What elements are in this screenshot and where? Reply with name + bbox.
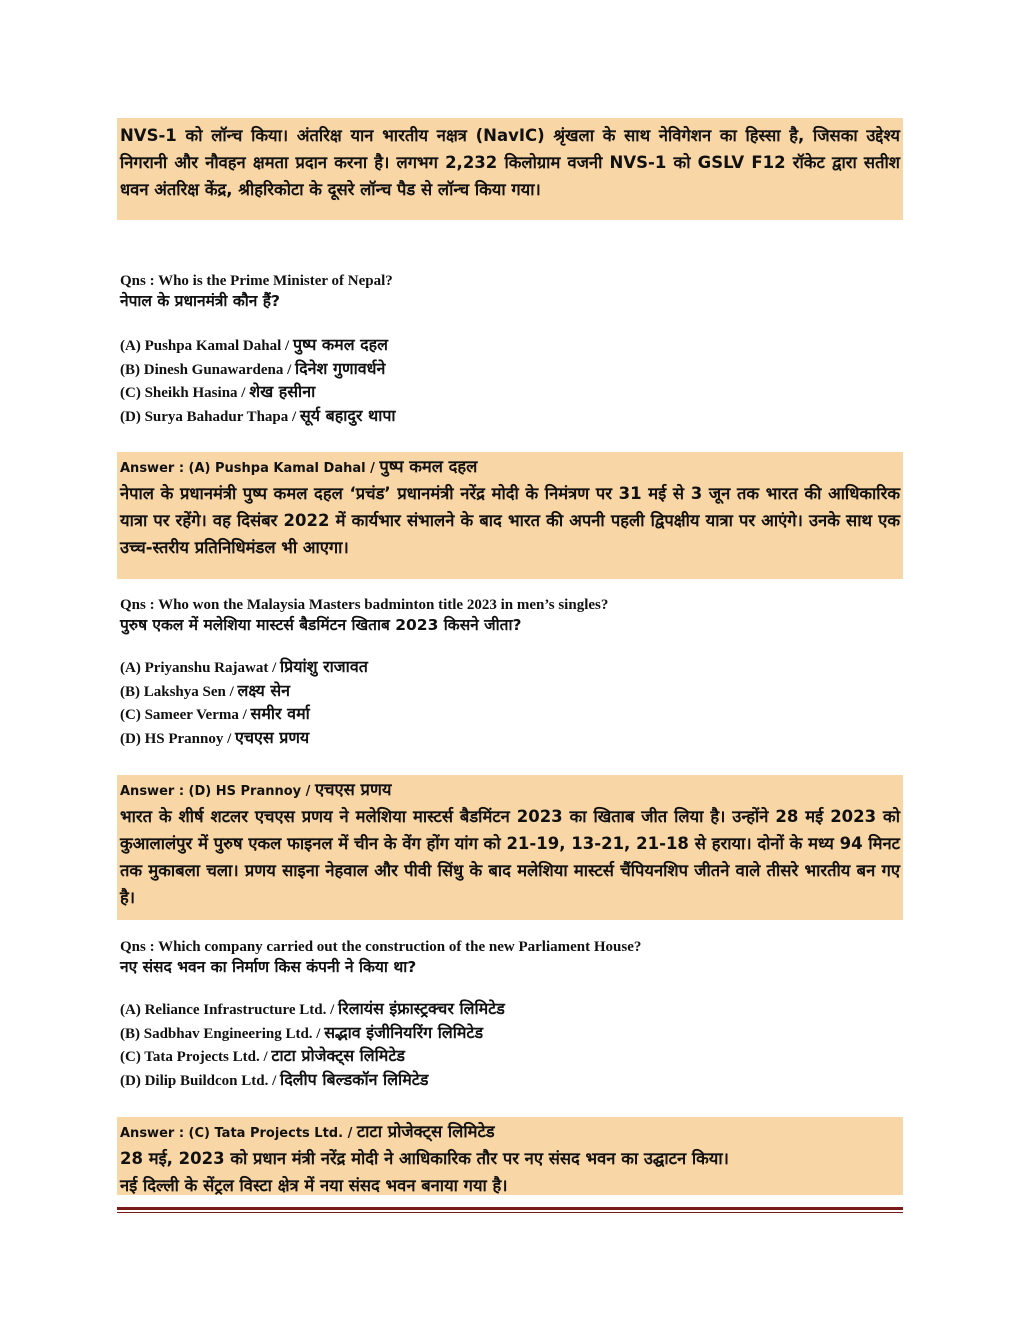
intro-answer-block [117,118,903,220]
intro-text: NVS-1 को लॉन्च किया। अंतरिक्ष यान भारतीय नक्षत्र (NavIC) श्रृंखला के साथ नेविगेशन का हिस्सा है, जिसका उद्देश्य निगरानी और नौवहन क्षमता प्रदान करना है। लगभग 2,232 किलोग्राम वजनी NVS-1 को GSLV F12 रॉकेट द्वारा सतीश धवन अंतरिक्ष केंद्र, श्रीहरिकोटा के दूसरे लॉन्च पैड से लॉन्च किया गया। [120,126,900,199]
option-b: (B) Sadbhav Engineering Ltd. / सद्भाव इंजीनियरिंग लिमिटेड [120,1022,484,1042]
option-c: (C) Tata Projects Ltd. / टाटा प्रोजेक्ट्स लिमिटेड [120,1046,405,1065]
footer-divider-thin [117,1212,903,1213]
question-2-en: Qns : Who won the Malaysia Masters badminton title 2023 in men’s singles? [120,597,609,613]
option-d: (D) Dilip Buildcon Ltd. / दिलीप बिल्डकॉन लिमिटेड [120,1069,429,1089]
footer-divider-thick [117,1207,903,1210]
option-a: (A) Reliance Infrastructure Ltd. / रिलायंस इंफ्रास्ट्रक्चर लिमिटेड [120,999,505,1018]
answer-1-label: Answer : (A) Pushpa Kamal Dahal / पुष्प कमल दहल [120,457,478,476]
option-a: (A) Pushpa Kamal Dahal / पुष्प कमल दहल [120,335,388,354]
option-a: (A) Priyanshu Rajawat / प्रियांशु राजावत [120,657,368,676]
option-d: (D) HS Prannoy / एचएस प्रणय [120,727,310,747]
question-3-hi: नए संसद भवन का निर्माण किस कंपनी ने किया था? [120,958,417,976]
answer-1-explanation: नेपाल के प्रधानमंत्री पुष्प कमल दहल ‘प्रचंड’ प्रधानमंत्री नरेंद्र मोदी के निमंत्रण पर 31 मई से 3 जून तक भारत की आधिकारिक यात्रा पर रहेंगे। वह दिसंबर 2022 में कार्यभार संभालने के बाद भारत की अपनी पहली द्विपक्षीय यात्रा पर आएंगे। उनके साथ एक उच्च-स्तरीय प्रतिनिधिमंडल भी आएगा। [120,484,900,557]
answer-1-block [117,452,903,579]
question-2-hi: पुरुष एकल में मलेशिया मास्टर्स बैडमिंटन खिताब 2023 किसने जीता? [120,616,522,634]
option-d: (D) Surya Bahadur Thapa / सूर्य बहादुर थापा [120,405,396,425]
question-2 [120,596,900,636]
option-c: (C) Sheikh Hasina / शेख हसीना [120,382,316,401]
question-1 [120,272,900,312]
answer-3-explanation-line2: नई दिल्ली के सेंट्रल विस्टा क्षेत्र में नया संसद भवन बनाया गया है। [120,1176,508,1195]
question-2-options [120,656,900,750]
question-3-en: Qns : Which company carried out the construction of the new Parliament House? [120,939,642,955]
question-3 [120,938,900,978]
answer-2-block [117,775,903,920]
question-1-options [120,334,900,428]
question-1-en: Qns : Who is the Prime Minister of Nepal? [120,273,393,289]
question-3-options [120,998,900,1092]
answer-2-explanation: भारत के शीर्ष शटलर एचएस प्रणय ने मलेशिया मास्टर्स बैडमिंटन 2023 का खिताब जीत लिया है। उन्होंने 28 मई 2023 को कुआलालंपुर में पुरुष एकल फाइनल में चीन के वेंग होंग यांग को 21-19, 13-21, 21-18 से हराया। दोनों के मध्य 94 मिनट तक मुकाबला चला। प्रणय साइना नेहवाल और पीवी सिंधु के बाद मलेशिया मास्टर्स चैंपियनशिप जीतने वाले तीसरे भारतीय बन गए है। [120,807,900,907]
option-b: (B) Dinesh Gunawardena / दिनेश गुणावर्धने [120,358,386,378]
question-1-hi: नेपाल के प्रधानमंत्री कौन हैं? [120,292,280,310]
answer-2-label: Answer : (D) HS Prannoy / एचएस प्रणय [120,780,392,799]
option-b: (B) Lakshya Sen / लक्ष्य सेन [120,680,291,700]
answer-3-explanation-line1: 28 मई, 2023 को प्रधान मंत्री नरेंद्र मोदी ने आधिकारिक तौर पर नए संसद भवन का उद्घाटन किया। [120,1149,729,1168]
answer-3-block [117,1117,903,1195]
answer-3-label: Answer : (C) Tata Projects Ltd. / टाटा प्रोजेक्ट्स लिमिटेड [120,1122,495,1141]
option-c: (C) Sameer Verma / समीर वर्मा [120,704,310,723]
